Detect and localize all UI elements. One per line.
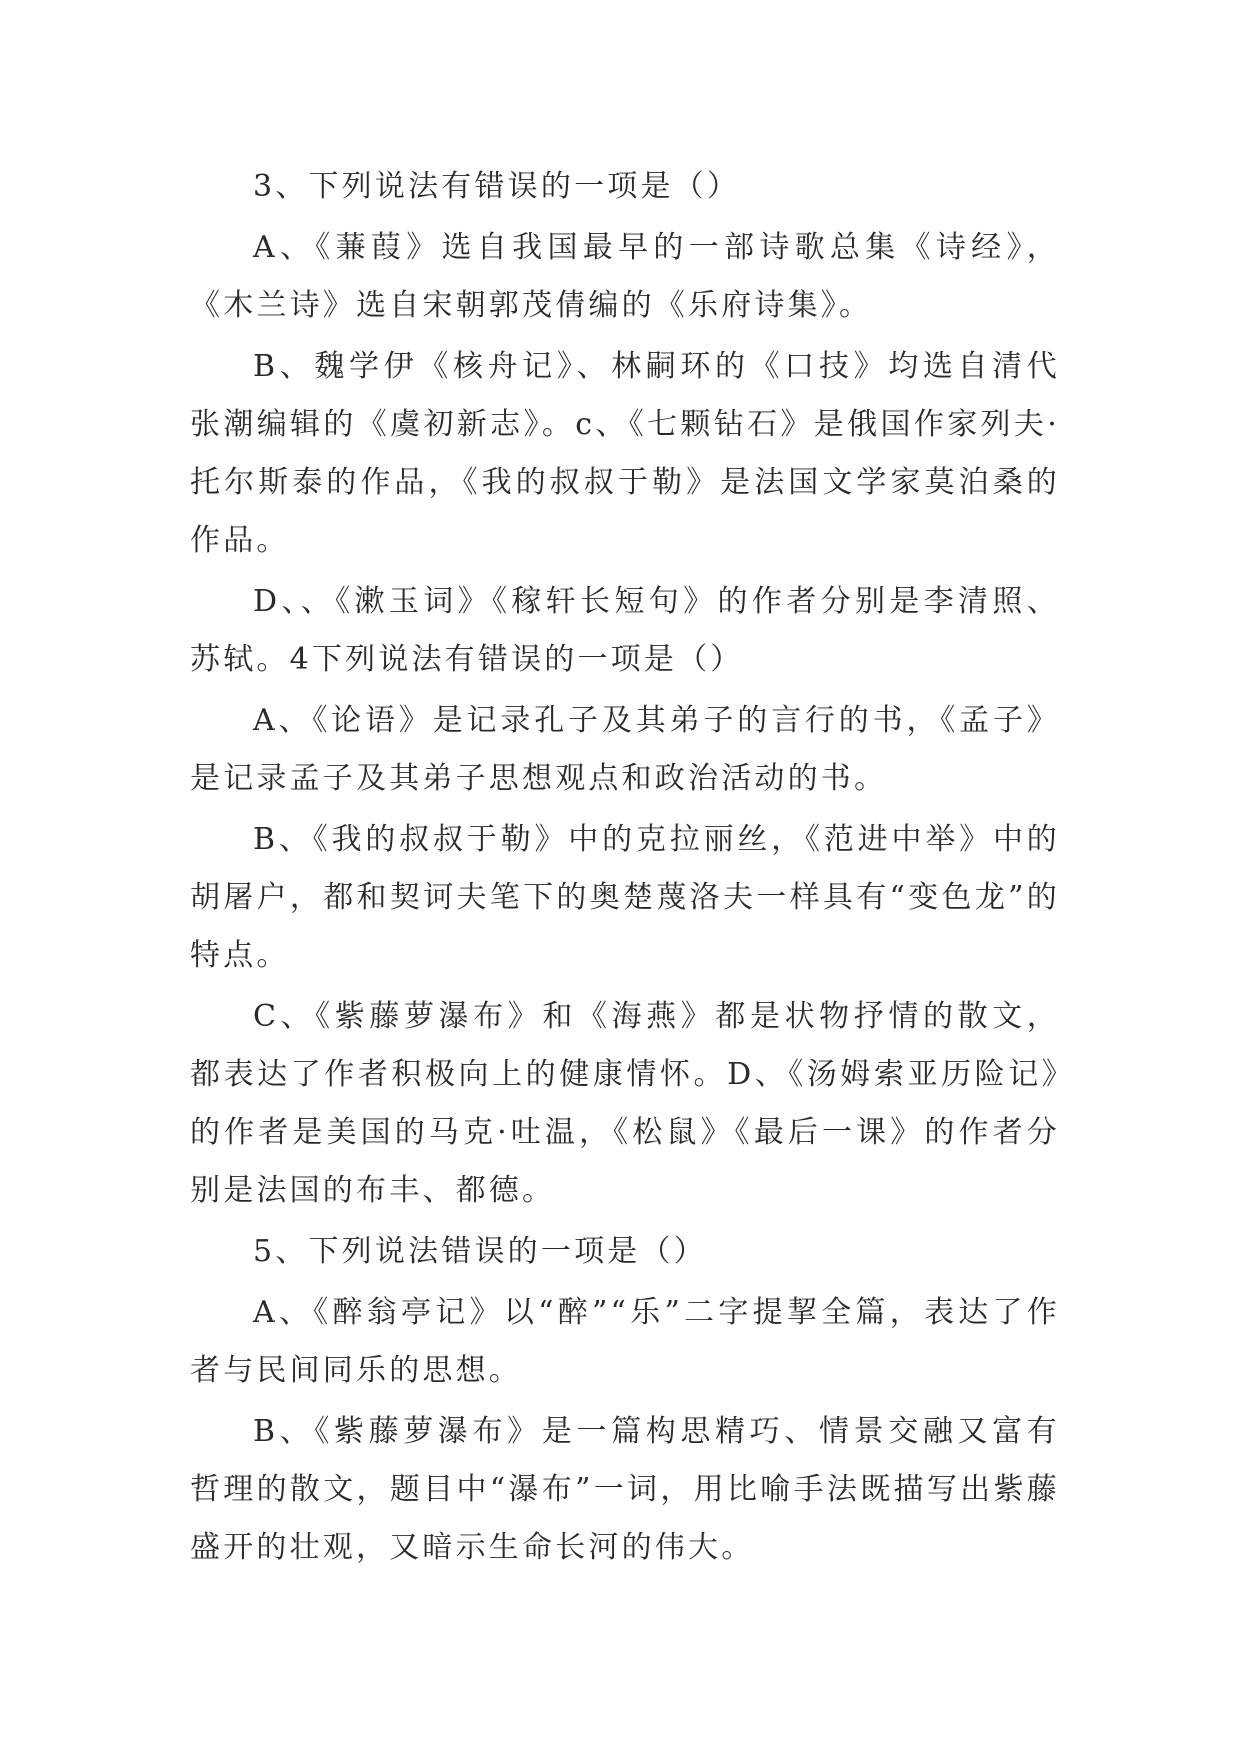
question-3-option-a: A、《蒹葭》选自我国最早的一部诗歌总集《诗经》，《木兰诗》选自宋朝郭茂倩编的《乐府诗集》。 (190, 230, 1060, 323)
question-5-option-b: B、《紫藤萝瀑布》是一篇构思精巧、情景交融又富有哲理的散文，题目中“瀑布”一词，用比喻手法既描写出紫藤盛开的壮观，又暗示生命长河的伟大。 (190, 1414, 1060, 1565)
document-body (190, 158, 1060, 1577)
question-4-option-b: B、《我的叔叔于勒》中的克拉丽丝，《范进中举》中的胡屠户，都和契诃夫笔下的奥楚蔑洛夫一样具有“变色龙”的特点。 (190, 822, 1060, 973)
question-5-stem: 5、下列说法错误的一项是（） (253, 1234, 707, 1269)
question-3-option-d-question-4-stem: D、、《漱玉词》《稼轩长短句》的作者分别是李清照、苏轼。4下列说法有错误的一项是（） (190, 584, 1060, 677)
question-3-stem: 3、下列说法有错误的一项是（） (253, 169, 741, 204)
question-3-option-b-c: B、魏学伊《核舟记》、林嗣环的《口技》均选自清代张潮编辑的《虞初新志》。c、《七颗钻石》是俄国作家列夫·托尔斯泰的作品，《我的叔叔于勒》是法国文学家莫泊桑的作品。 (190, 349, 1060, 558)
question-4-option-a: A、《论语》是记录孔子及其弟子的言行的书，《孟子》是记录孟子及其弟子思想观点和政治活动的书。 (190, 703, 1060, 796)
question-5-option-a: A、《醉翁亭记》以“醉”“乐”二字提挈全篇，表达了作者与民间同乐的思想。 (190, 1295, 1060, 1388)
question-4-option-c-d: C、《紫藤萝瀑布》和《海燕》都是状物抒情的散文，都表达了作者积极向上的健康情怀。D、《汤姆索亚历险记》的作者是美国的马克·吐温，《松鼠》《最后一课》的作者分别是法国的布丰、都德。 (190, 999, 1060, 1208)
